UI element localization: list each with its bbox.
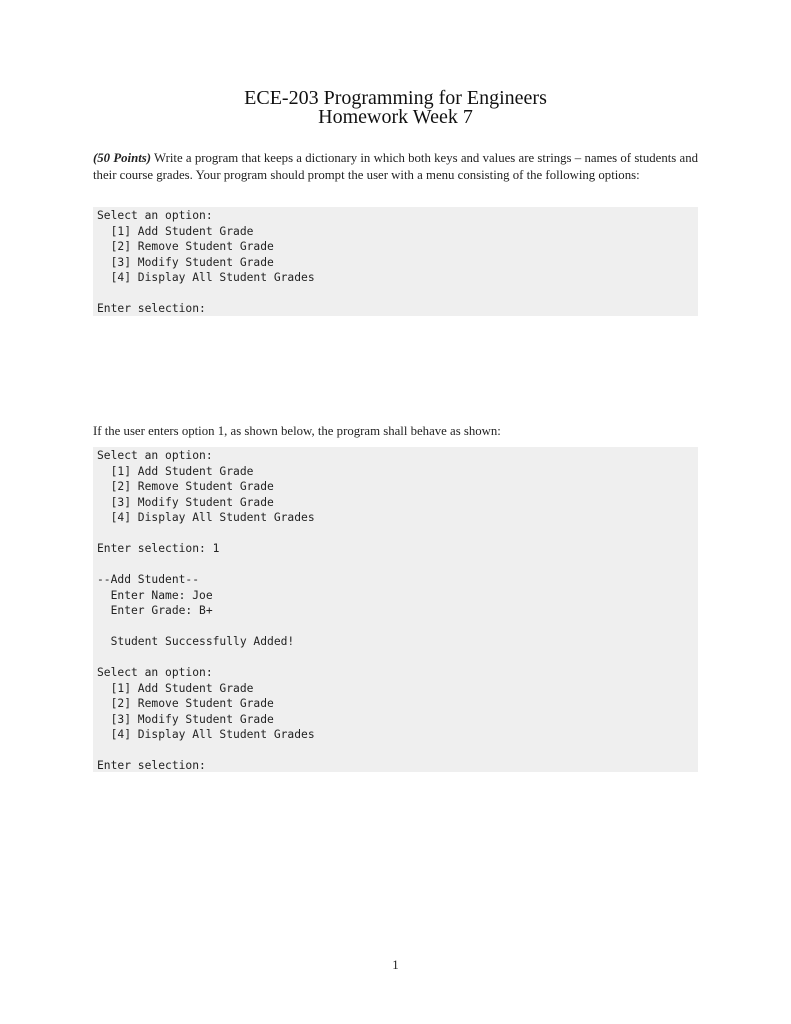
points-label: (50 Points) — [93, 151, 152, 165]
code-line — [97, 619, 694, 635]
page-number: 1 — [392, 958, 399, 972]
code-line: [1] Add Student Grade — [97, 681, 254, 695]
code-line — [97, 650, 694, 666]
code-line: Select an option: — [97, 666, 213, 679]
code-line: --Add Student-- — [97, 573, 200, 586]
code-line: Enter selection: 1 — [97, 542, 220, 555]
code-line: [4] Display All Student Grades — [97, 511, 315, 524]
title-course: ECE-203 Programming for Engineers — [244, 87, 547, 109]
code-line: [1] Add Student Grade — [97, 224, 254, 238]
code-line — [97, 743, 694, 759]
code-line: Enter selection: — [97, 302, 206, 315]
code-line: Select an option: — [97, 449, 213, 462]
menu-code-block — [93, 207, 698, 316]
code-line: Enter Grade: B+ — [97, 604, 213, 617]
code-line: [3] Modify Student Grade — [97, 255, 274, 269]
code-line: Enter selection: — [97, 759, 206, 772]
code-line: [4] Display All Student Grades — [97, 271, 315, 284]
code-line: Select an option: — [97, 209, 213, 222]
problem-text: Write a program that keeps a dictionary in which both keys and values are strings – names of students and their course grades. Your program should prompt the user with a menu consisting of the following options: — [93, 151, 698, 182]
code-line: [4] Display All Student Grades — [97, 728, 315, 741]
code-line: Enter Name: Joe — [97, 588, 213, 602]
code-line: Student Successfully Added! — [97, 635, 295, 648]
code-line: [3] Modify Student Grade — [97, 712, 274, 726]
code-line: [3] Modify Student Grade — [97, 495, 274, 509]
code-line: [1] Add Student Grade — [97, 464, 254, 478]
code-line — [97, 286, 694, 302]
document-title — [0, 89, 791, 127]
problem-statement — [93, 150, 698, 184]
code-line: [2] Remove Student Grade — [97, 240, 274, 253]
code-line: [2] Remove Student Grade — [97, 697, 274, 710]
option-description: If the user enters option 1, as shown below, the program shall behave as shown: — [93, 424, 501, 438]
code-line: [2] Remove Student Grade — [97, 480, 274, 493]
code-line — [97, 526, 694, 542]
code-line — [97, 557, 694, 573]
title-homework: Homework Week 7 — [318, 106, 473, 128]
example-session-code-block — [93, 447, 698, 772]
